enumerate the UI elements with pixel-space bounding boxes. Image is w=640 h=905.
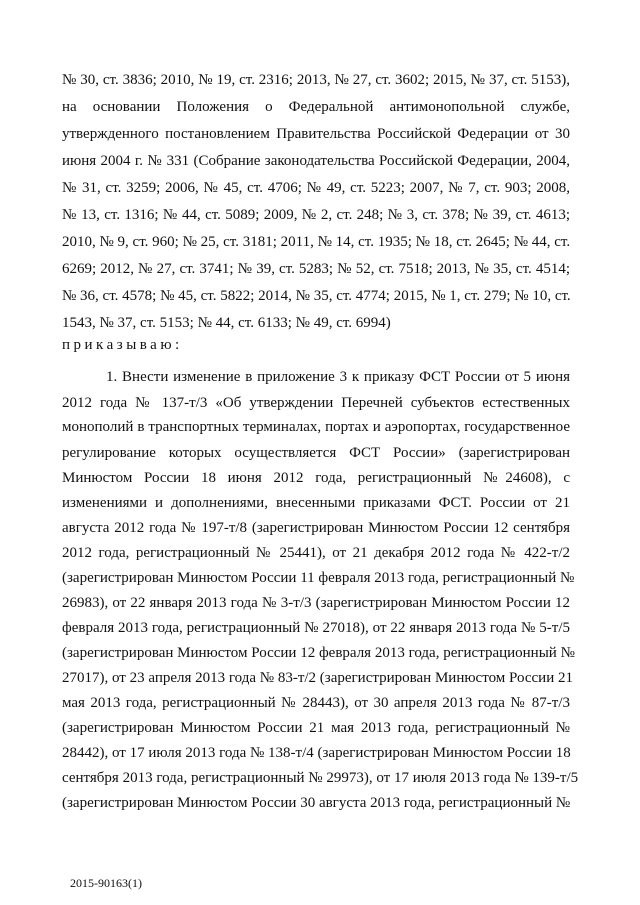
text-line: Минюстом России 18 июня 2012 года, регистрационный №24608), с: [62, 470, 570, 486]
text-line: утвержденного постановлением Правительства Российской Федерации от 30: [62, 126, 570, 142]
text-line: 2010, № 9, ст. 960; № 25, ст. 3181; 2011, № 14, ст. 1935; № 18, ст. 2645; № 44, ст.: [62, 234, 571, 250]
text-line: № 13, ст. 1316; № 44, ст. 5089; 2009, № 2, ст. 248; № 3, ст. 378; № 39, ст. 4613;: [62, 207, 570, 223]
text-line: июня 2004 г. № 331 (Собрание законодательства Российской Федерации, 2004,: [62, 153, 570, 169]
text-line: 6269; 2012, № 27, ст. 3741; № 39, ст. 5283; № 52, ст. 7518; 2013, № 35, ст. 4514;: [62, 261, 570, 277]
text-line: на основании Положения о Федеральной антимонопольной службе,: [62, 99, 570, 115]
text-line: мая 2013 года, регистрационный № 28443), от 30 апреля 2013 года № 87-т/3: [62, 695, 570, 711]
text-line: изменениями и дополнениями, внесенными приказами ФСТ. России от 21: [62, 495, 570, 511]
text-line: сентября 2013 года, регистрационный № 29973), от 17 июля 2013 года № 139-т/5: [62, 770, 579, 786]
text-line: 2012 года, регистрационный № 25441), от 21 декабря 2012 года № 422-т/2: [62, 545, 570, 561]
text-line: (зарегистрирован Минюстом России 30 августа 2013 года, регистрационный №: [62, 795, 571, 811]
text-line: февраля 2013 года, регистрационный № 27018), от 22 января 2013 года № 5-т/5: [62, 620, 570, 636]
text-line: 27017), от 23 апреля 2013 года № 83-т/2 (зарегистрирован Минюстом России 21: [62, 670, 573, 686]
text-line: 1543, № 37, ст. 5153; № 44, ст. 6133; № 49, ст. 6994): [62, 315, 391, 331]
text-line: (зарегистрирован Минюстом России 11 февраля 2013 года, регистрационный №: [62, 570, 575, 586]
document-code: 2015-90163(1): [70, 876, 142, 890]
text-line: монополий в транспортных терминалах, портах и аэропортах, государственное: [62, 419, 570, 435]
text-line: 1. Внести изменение в приложение 3 к приказу ФСТ России от 5 июня: [106, 369, 570, 385]
order-heading: приказываю:: [62, 337, 183, 353]
text-line: 26983), от 22 января 2013 года № 3-т/3 (зарегистрирован Минюстом России 12: [62, 595, 570, 611]
text-line: № 30, ст. 3836; 2010, № 19, ст. 2316; 2013, № 27, ст. 3602; 2015, № 37, ст. 5153),: [62, 72, 570, 88]
text-line: регулирование которых осуществляется ФСТ России» (зарегистрирован: [62, 445, 570, 461]
text-line: 28442), от 17 июля 2013 года № 138-т/4 (зарегистрирован Минюстом России 18: [62, 745, 571, 761]
text-line: № 31, ст. 3259; 2006, № 45, ст. 4706; № 49, ст. 5223; 2007, № 7, ст. 903; 2008,: [62, 180, 570, 196]
text-line: (зарегистрирован Минюстом России 12 февраля 2013 года, регистрационный №: [62, 645, 575, 661]
text-line: 2012 года № 137-т/3 «Об утверждении Перечней субъектов естественных: [62, 395, 570, 411]
text-line: августа 2012 года № 197-т/8 (зарегистрирован Минюстом России 12 сентября: [62, 520, 570, 536]
text-line: (зарегистрирован Минюстом России 21 мая 2013 года, регистрационный №: [62, 720, 570, 736]
text-line: № 36, ст. 4578; № 45, ст. 5822; 2014, № 35, ст. 4774; 2015, № 1, ст. 279; № 10, ст.: [62, 288, 571, 304]
